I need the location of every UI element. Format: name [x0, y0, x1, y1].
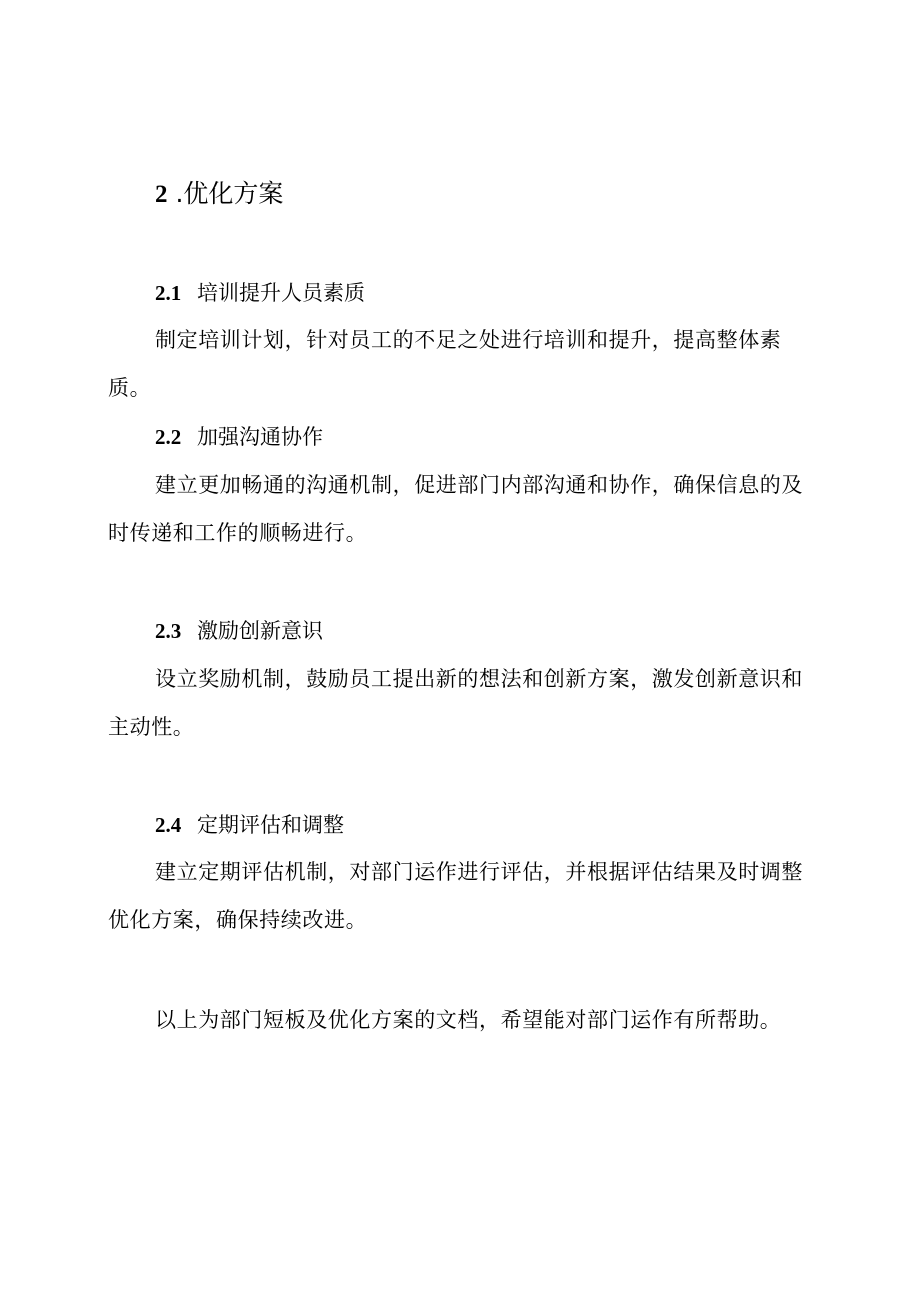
main-heading-title: .优化方案: [175, 179, 284, 208]
section-title: 激励创新意识: [197, 619, 323, 643]
section-body-2-3: 设立奖励机制，鼓励员工提出新的想法和创新方案，激发创新意识和主动性。: [108, 667, 803, 739]
section-title: 培训提升人员素质: [197, 281, 365, 305]
main-heading: [155, 176, 283, 213]
section-title: 加强沟通协作: [197, 425, 323, 449]
section-number: 2.1: [155, 281, 182, 305]
section-number: 2.3: [155, 619, 182, 643]
section-body-2-1: 制定培训计划，针对员工的不足之处进行培训和提升，提高整体素质。: [108, 328, 782, 400]
main-heading-number: 2: [155, 181, 168, 208]
closing-paragraph: 以上为部门短板及优化方案的文档，希望能对部门运作有所帮助。: [155, 1008, 782, 1032]
section-number: 2.2: [155, 425, 182, 449]
section-body-2-2: 建立更加畅通的沟通机制，促进部门内部沟通和协作，确保信息的及时传递和工作的顺畅进行。: [108, 473, 803, 545]
section-body-2-4: 建立定期评估机制，对部门运作进行评估，并根据评估结果及时调整优化方案，确保持续改进。: [108, 860, 803, 932]
section-title: 定期评估和调整: [197, 813, 344, 837]
section-heading-2-2: [155, 421, 323, 453]
section-heading-2-3: [155, 615, 323, 647]
section-heading-2-4: [155, 809, 344, 841]
section-number: 2.4: [155, 813, 182, 837]
section-heading-2-1: [155, 277, 365, 309]
